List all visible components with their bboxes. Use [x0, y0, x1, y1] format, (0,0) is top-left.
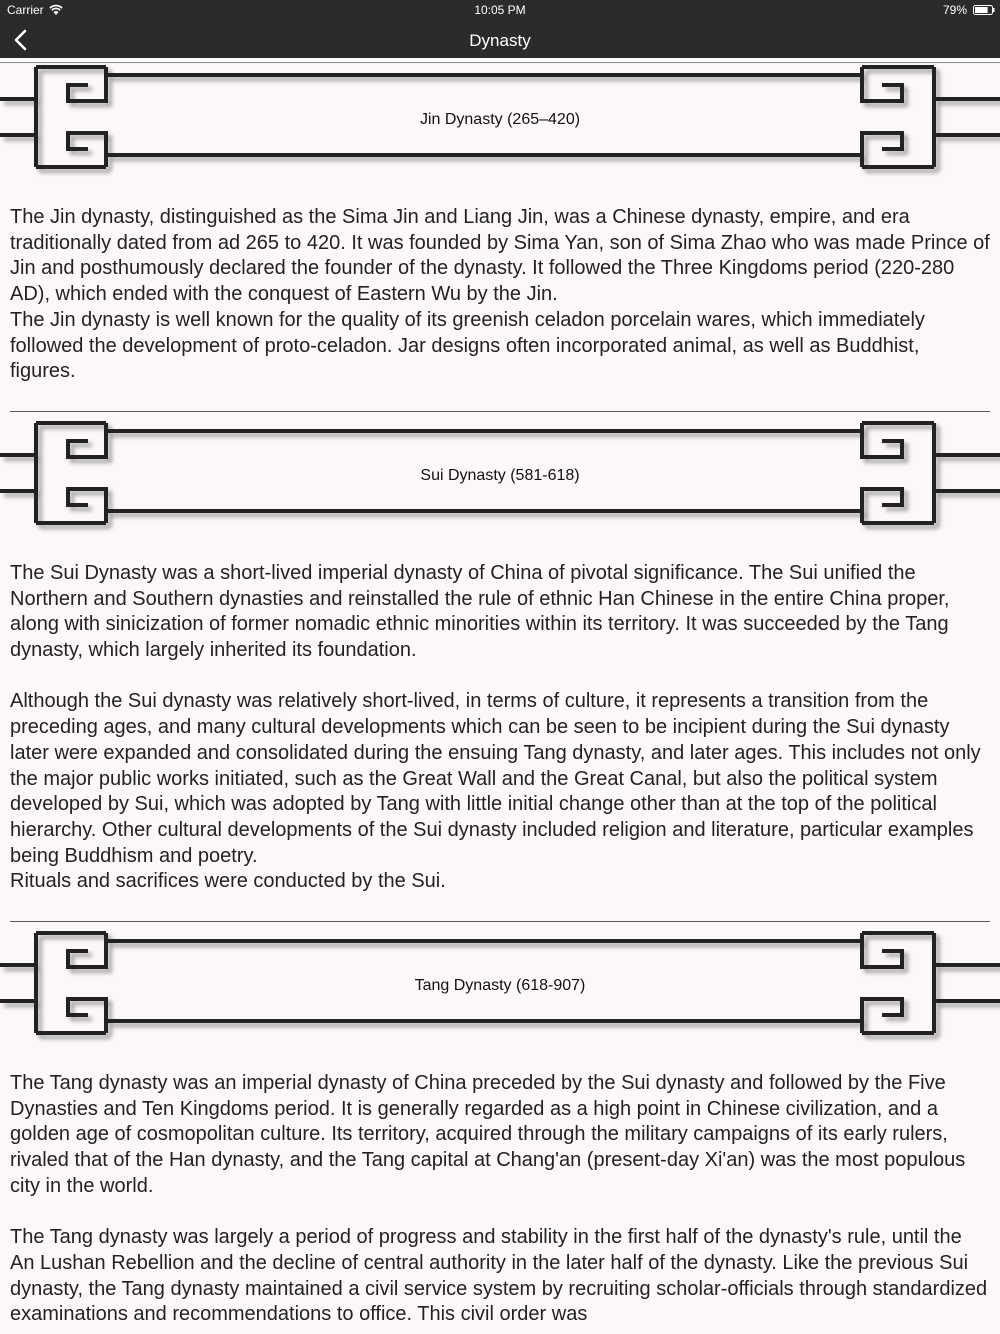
section-spacer [0, 895, 1000, 921]
section-title: Sui Dynasty (581-618) [420, 466, 580, 484]
paragraph-gap [10, 1200, 990, 1226]
paragraph: The Tang dynasty was an imperial dynasty of China preceded by the Sui dynasty and followed by the Five Dynasties and Ten Kingdoms period. It is generally regarded as a high point in Chinese civilization, and a golden age of cosmopolitan culture. Its territory, acquired through the military campaigns of its early rulers, rivaled that of the Han dynasty, and the Tang capital at Chang'an (present-day Xi'an) was the most populous city in the world. [10, 1072, 966, 1197]
section-banner [0, 929, 1000, 1043]
section-title: Tang Dynasty (618-907) [414, 977, 586, 995]
paragraph-gap [10, 664, 990, 690]
battery-percent: 79% [942, 3, 967, 17]
section-banner [0, 63, 1000, 177]
section-body [0, 533, 1000, 895]
dynasty-list[interactable] [0, 63, 1000, 1328]
section-spacer [0, 922, 1000, 929]
paragraph: Although the Sui dynasty was relatively short-lived, in terms of culture, it represents a transition from the preceding ages, and many cultural developments which can be seen to be incipient during the Sui dynasty later were expanded and consolidated during the ensuing Tang dynasty, and later ages. This includes not only the major public works initiated, such as the Great Wall and the Great Canal, but also the political system developed by Sui, which was adopted by Tang with little initial change other than at the top of the political hierarchy. Other cultural developments of the Sui dynasty included religion and literature, particular examples being Buddhism and poetry. [10, 690, 981, 867]
paragraph: The Tang dynasty was largely a period of progress and stability in the first half of the dynasty's rule, until the An Lushan Rebellion and the decline of central authority in the later half of the dynasty. Like the previous Sui dynasty, the Tang dynasty maintained a civil service system by recruiting scholar-officials through standardized examinations and recommendations to office. This civil order was [10, 1226, 988, 1326]
section-body [0, 177, 1000, 385]
status-bar [0, 0, 1000, 22]
carrier-label: Carrier [7, 3, 44, 17]
section-spacer [0, 412, 1000, 419]
paragraph: Rituals and sacrifices were conducted by the Sui. [10, 870, 446, 893]
status-time: 10:05 PM [474, 3, 526, 17]
section-spacer [0, 385, 1000, 411]
navigation-bar [0, 22, 1000, 58]
paragraph: The Jin dynasty, distinguished as the Sima Jin and Liang Jin, was a Chinese dynasty, empire, and era traditionally dated from ad 265 to 420. It was founded by Sima Yan, son of Sima Zhao who was made Prince of Jin and posthumously declared the founder of the dynasty. It followed the Three Kingdoms period (220-280 AD), which ended with the conquest of Eastern Wu by the Jin. [10, 206, 990, 306]
page-title: Dynasty [469, 31, 531, 50]
battery-icon [973, 5, 995, 15]
paragraph: The Jin dynasty is well known for the quality of its greenish celadon porcelain wares, which immediately followed the development of proto-celadon. Jar designs often incorporated animal, as well as Buddhist, figures. [10, 308, 925, 383]
paragraph: The Sui Dynasty was a short-lived imperial dynasty of China of pivotal significance. The Sui unified the Northern and Southern dynasties and reinstalled the rule of ethnic Han Chinese in the entire China proper, along with sinicization of former nomadic ethnic minorities within its territory. It was succeeded by the Tang dynasty, which largely inherited its foundation. [10, 561, 950, 662]
section-body [0, 1043, 1000, 1328]
section-title: Jin Dynasty (265–420) [419, 111, 581, 128]
section-banner [0, 419, 1000, 533]
